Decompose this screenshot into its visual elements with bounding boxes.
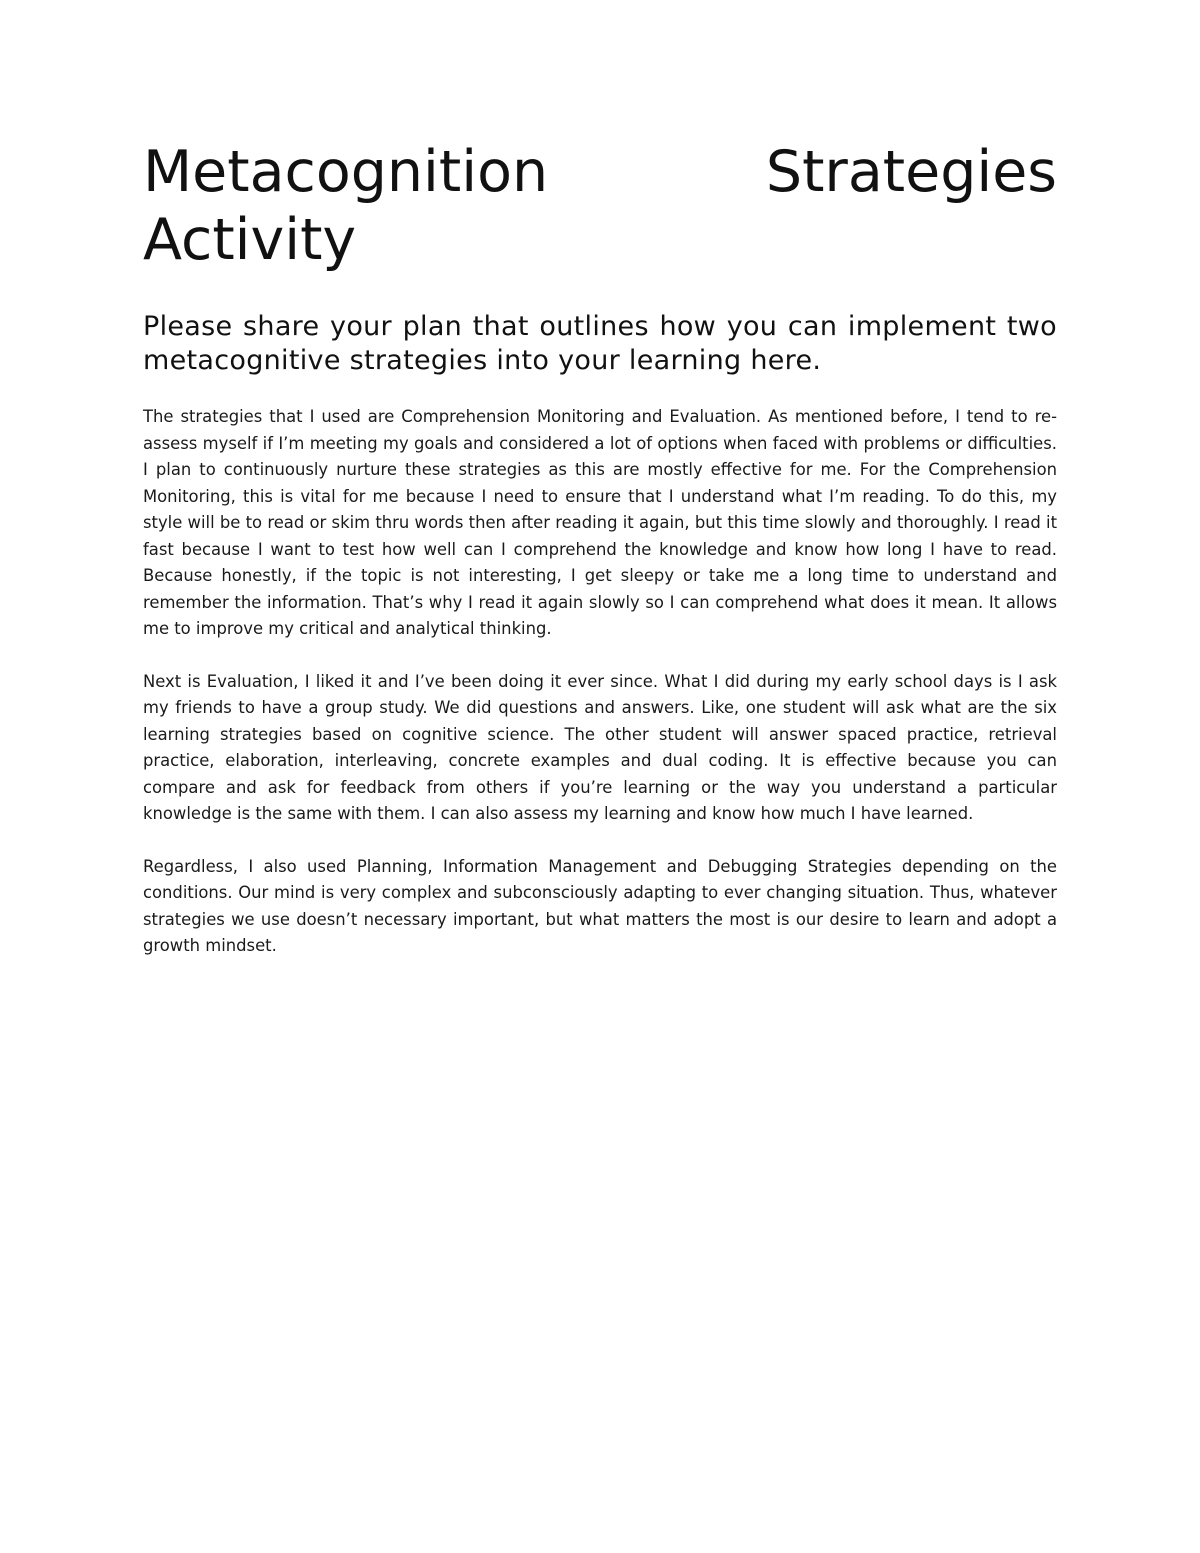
title-word-activity: Activity [143, 207, 357, 273]
title-line-1 [143, 138, 1057, 206]
document-content [143, 138, 1057, 960]
paragraph-conclusion: Regardless, I also used Planning, Information Management and Debugging Strategies depending on the conditions. Our mind is very complex and subconsciously adapting to ever changing situation. Thus, whatever strategies we use doesn’t necessary important, but what matters the most is our desire to learn and adopt a growth mindset. [143, 856, 1057, 955]
title-word-strategies: Strategies [765, 139, 1057, 205]
document-prompt: Please share your plan that outlines how you can implement two metacognitive strategies into your learning here. [143, 311, 1057, 376]
document-title [143, 138, 1057, 274]
title-word-metacognition: Metacognition [143, 139, 549, 205]
paragraph-evaluation: Next is Evaluation, I liked it and I’ve been doing it ever since. What I did during my early school days is I ask my friends to have a group study. We did questions and answers. Like, one student will ask what are the six learning strategies based on cognitive science. The other student will answer spaced practice, retrieval practice, elaboration, interleaving, concrete examples and dual coding. It is effective because you can compare and ask for feedback from others if you’re learning or the way you understand a particular knowledge is the same with them. I can also assess my learning and know how much I have learned. [143, 671, 1057, 823]
paragraph-comprehension-monitoring: The strategies that I used are Comprehension Monitoring and Evaluation. As mentioned before, I tend to re-assess myself if I’m meeting my goals and considered a lot of options when faced with problems or difficulties. I plan to continuously nurture these strategies as this are mostly effective for me. For the Comprehension Monitoring, this is vital for me because I need to ensure that I understand what I’m reading. To do this, my style will be to read or skim thru words then after reading it again, but this time slowly and thoroughly. I read it fast because I want to test how well can I comprehend the knowledge and know how long I have to read. Because honestly, if the topic is not interesting, I get sleepy or take me a long time to understand and remember the information. That’s why I read it again slowly so I can comprehend what does it mean. It allows me to improve my critical and analytical thinking. [143, 407, 1057, 638]
